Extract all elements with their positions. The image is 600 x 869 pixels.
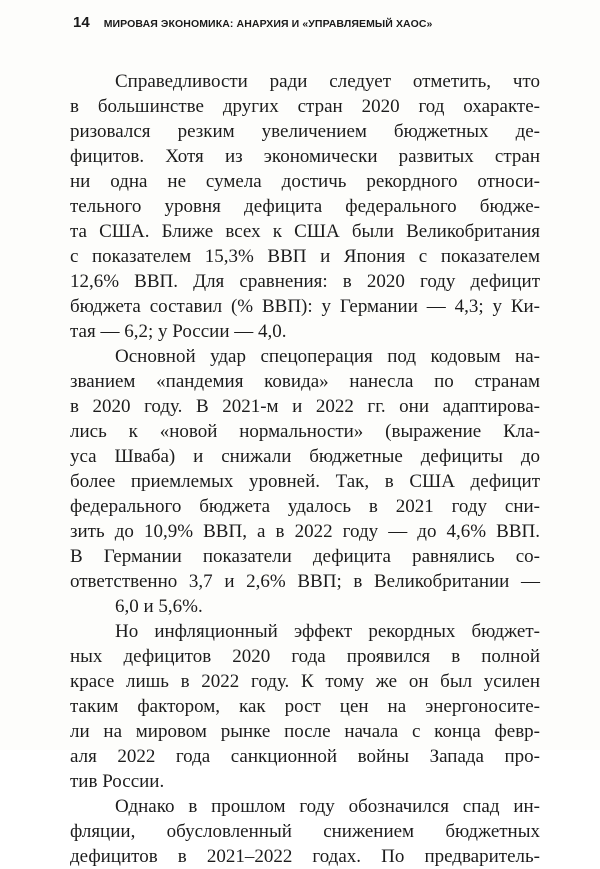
text-line: федерального бюджета удалось в 2021 году сни- [70,496,540,517]
text-line: Однако в прошлом году обозначился спад ин- [115,796,540,817]
text-line: зить до 10,9% ВВП, а в 2022 году — до 4,6% ВВП. [70,521,540,542]
text-line: уса Шваба) и снижали бюджетные дефициты до [70,446,540,467]
text-line: В Германии показатели дефицита равнялись со- [70,546,540,567]
text-line: Основной удар спецоперация под кодовым на- [115,346,540,367]
text-line: с показателем 15,3% ВВП и Япония с показателем [70,246,540,267]
text-line: Но инфляционный эффект рекордных бюджет- [115,621,540,642]
text-line: аля 2022 года санкционной войны Запада про- [70,746,540,767]
text-line: тив России. [70,771,165,792]
text-line: званием «пандемия ковида» нанесла по странам [70,371,540,392]
body-text [70,69,540,869]
text-line: красе лишь в 2022 году. К тому же он был усилен [70,671,540,692]
text-line: лись к «новой нормальности» (выражение Кла- [70,421,540,442]
text-line: в 2020 году. В 2021-м и 2022 гг. они адаптирова- [70,396,540,417]
text-line: ризовался резким увеличением бюджетных де- [70,121,540,142]
text-line: таким фактором, как рост цен на энергоносите- [70,696,540,717]
text-line: Справедливости ради следует отметить, что [115,71,540,92]
text-line: ли на мировом рынке после начала с конца февр- [70,721,540,742]
text-line: тельного уровня дефицита федерального бюдже- [70,196,540,217]
text-line: ответственно 3,7 и 2,6% ВВП; в Великобритании — [70,571,540,592]
running-title: МИРОВАЯ ЭКОНОМИКА: АНАРХИЯ И «УПРАВЛЯЕМЫЙ ХАОС» [103,18,433,30]
text-line: 12,6% ВВП. Для сравнения: в 2020 году дефицит [70,271,540,292]
text-line: ни одна не сумела достичь рекордного относи- [70,171,540,192]
text-line: та США. Ближе всех к США были Великобритания [70,221,540,242]
text-line: фляции, обусловленный снижением бюджетных [70,821,540,842]
text-line: 6,0 и 5,6%. [115,596,203,617]
page-number: 14 [73,14,90,31]
text-line: дефицитов в 2021–2022 годах. По предваритель- [70,846,540,867]
text-line: фицитов. Хотя из экономически развитых стран [70,146,540,167]
text-line: в большинстве других стран 2020 год охаракте- [70,96,540,117]
text-line: ных дефицитов 2020 года проявился в полной [70,646,540,667]
text-line: тая — 6,2; у России — 4,0. [70,321,287,342]
page-header [73,14,553,38]
text-line: бюджета составил (% ВВП): у Германии — 4,3; у Ки- [70,296,540,317]
text-line: более приемлемых уровней. Так, в США дефицит [70,471,540,492]
